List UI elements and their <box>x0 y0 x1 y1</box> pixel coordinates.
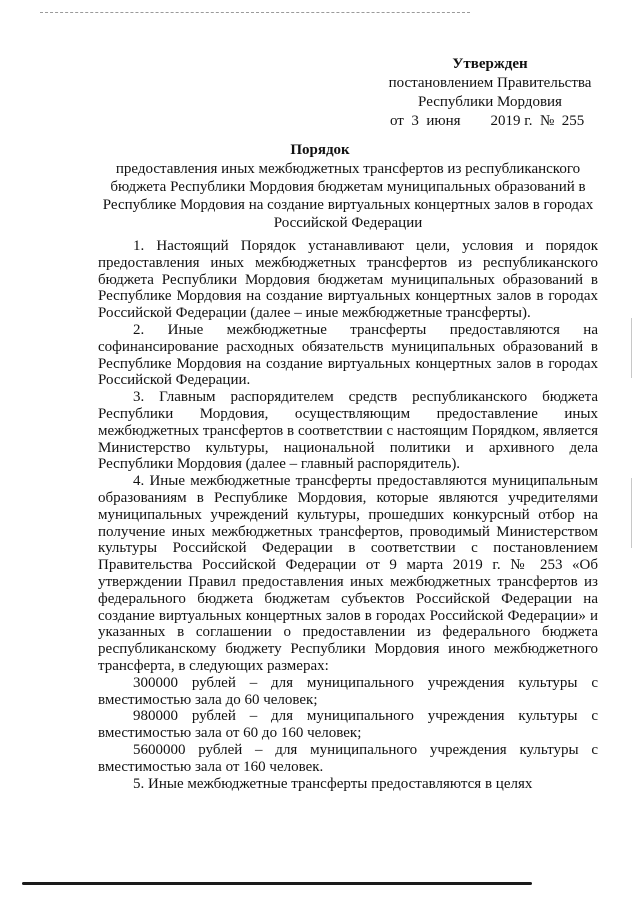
document-body <box>98 238 598 792</box>
paragraph: 5. Иные межбюджетные трансферты предоставляются в целях <box>133 775 533 792</box>
paragraph: 3. Главным распорядителем средств республиканского бюджета Республики Мордовия, осуществляющим предоставление иных межбюджетных трансфертов в соответствии с настоящим Порядком, является Министерство культуры, национальной политики и архивного дела Республики Мордовия (далее – главный распорядитель). <box>98 389 598 473</box>
paragraph: 5600000 рублей – для муниципального учреждения культуры с вместимостью зала от 160 человек. <box>98 741 598 775</box>
paragraph: 1. Настоящий Порядок устанавливают цели, условия и порядок предоставления иных межбюджетных трансфертов из республиканского бюджета Республики Мордовия бюджетам муниципальных образований в Республике Мордовия на создание виртуальных концертных залов в городах Российской Федерации (далее – иные межбюджетные трансферты). <box>98 238 598 322</box>
document-title: Порядок <box>290 142 350 158</box>
approval-line: Республики Мордовия <box>418 94 562 110</box>
paragraph: 4. Иные межбюджетные трансферты предоставляются муниципальным образованиям в Республике Мордовия, которые являются учредителями муниципальных учреждений культуры, прошедших конкурсный отбор на получение иных межбюджетных трансфертов, проводимый Министерством культуры Российской Федерации в соответствии с постановлением Правительства Российской Федерации от 9 марта 2019 г. № 253 «Об утверждении Правил предоставления иных межбюджетных трансфертов из федерального бюджета бюджетам субъектов Российской Федерации на создание виртуальных концертных залов в городах Российской Федерации» и указанных в соглашении о предоставлении из федерального бюджета республиканскому бюджету Республики Мордовия иного межбюджетного трансферта, в следующих размерах: <box>98 473 598 674</box>
approval-line: постановлением Правительства <box>388 75 592 91</box>
scan-edge-top <box>40 12 470 14</box>
document-subtitle: предоставления иных межбюджетных трансфертов из республиканского бюджета Республики Мордовия бюджетам муниципальных образований в Республике Мордовия на создание виртуальных концертных залов в городах Российской Федерации <box>102 161 594 231</box>
scan-mark-right <box>631 318 632 378</box>
paragraph: 2. Иные межбюджетные трансферты предоставляются на софинансирование расходных обязательств муниципальных образований в Республике Мордовия на создание виртуальных концертных залов в городах Российской Федерации. <box>98 321 598 389</box>
scan-mark-right <box>631 478 632 548</box>
approval-date: от 3 июня 2019 г. № 255 <box>390 113 585 129</box>
paragraph: 300000 рублей – для муниципального учреждения культуры с вместимостью зала до 60 человек; <box>98 674 598 708</box>
approval-stamp <box>370 55 610 131</box>
paragraph: 980000 рублей – для муниципального учреждения культуры с вместимостью зала от 60 до 160 человек; <box>98 708 598 742</box>
approval-heading: Утвержден <box>452 56 528 72</box>
scan-edge-bottom <box>22 882 532 885</box>
